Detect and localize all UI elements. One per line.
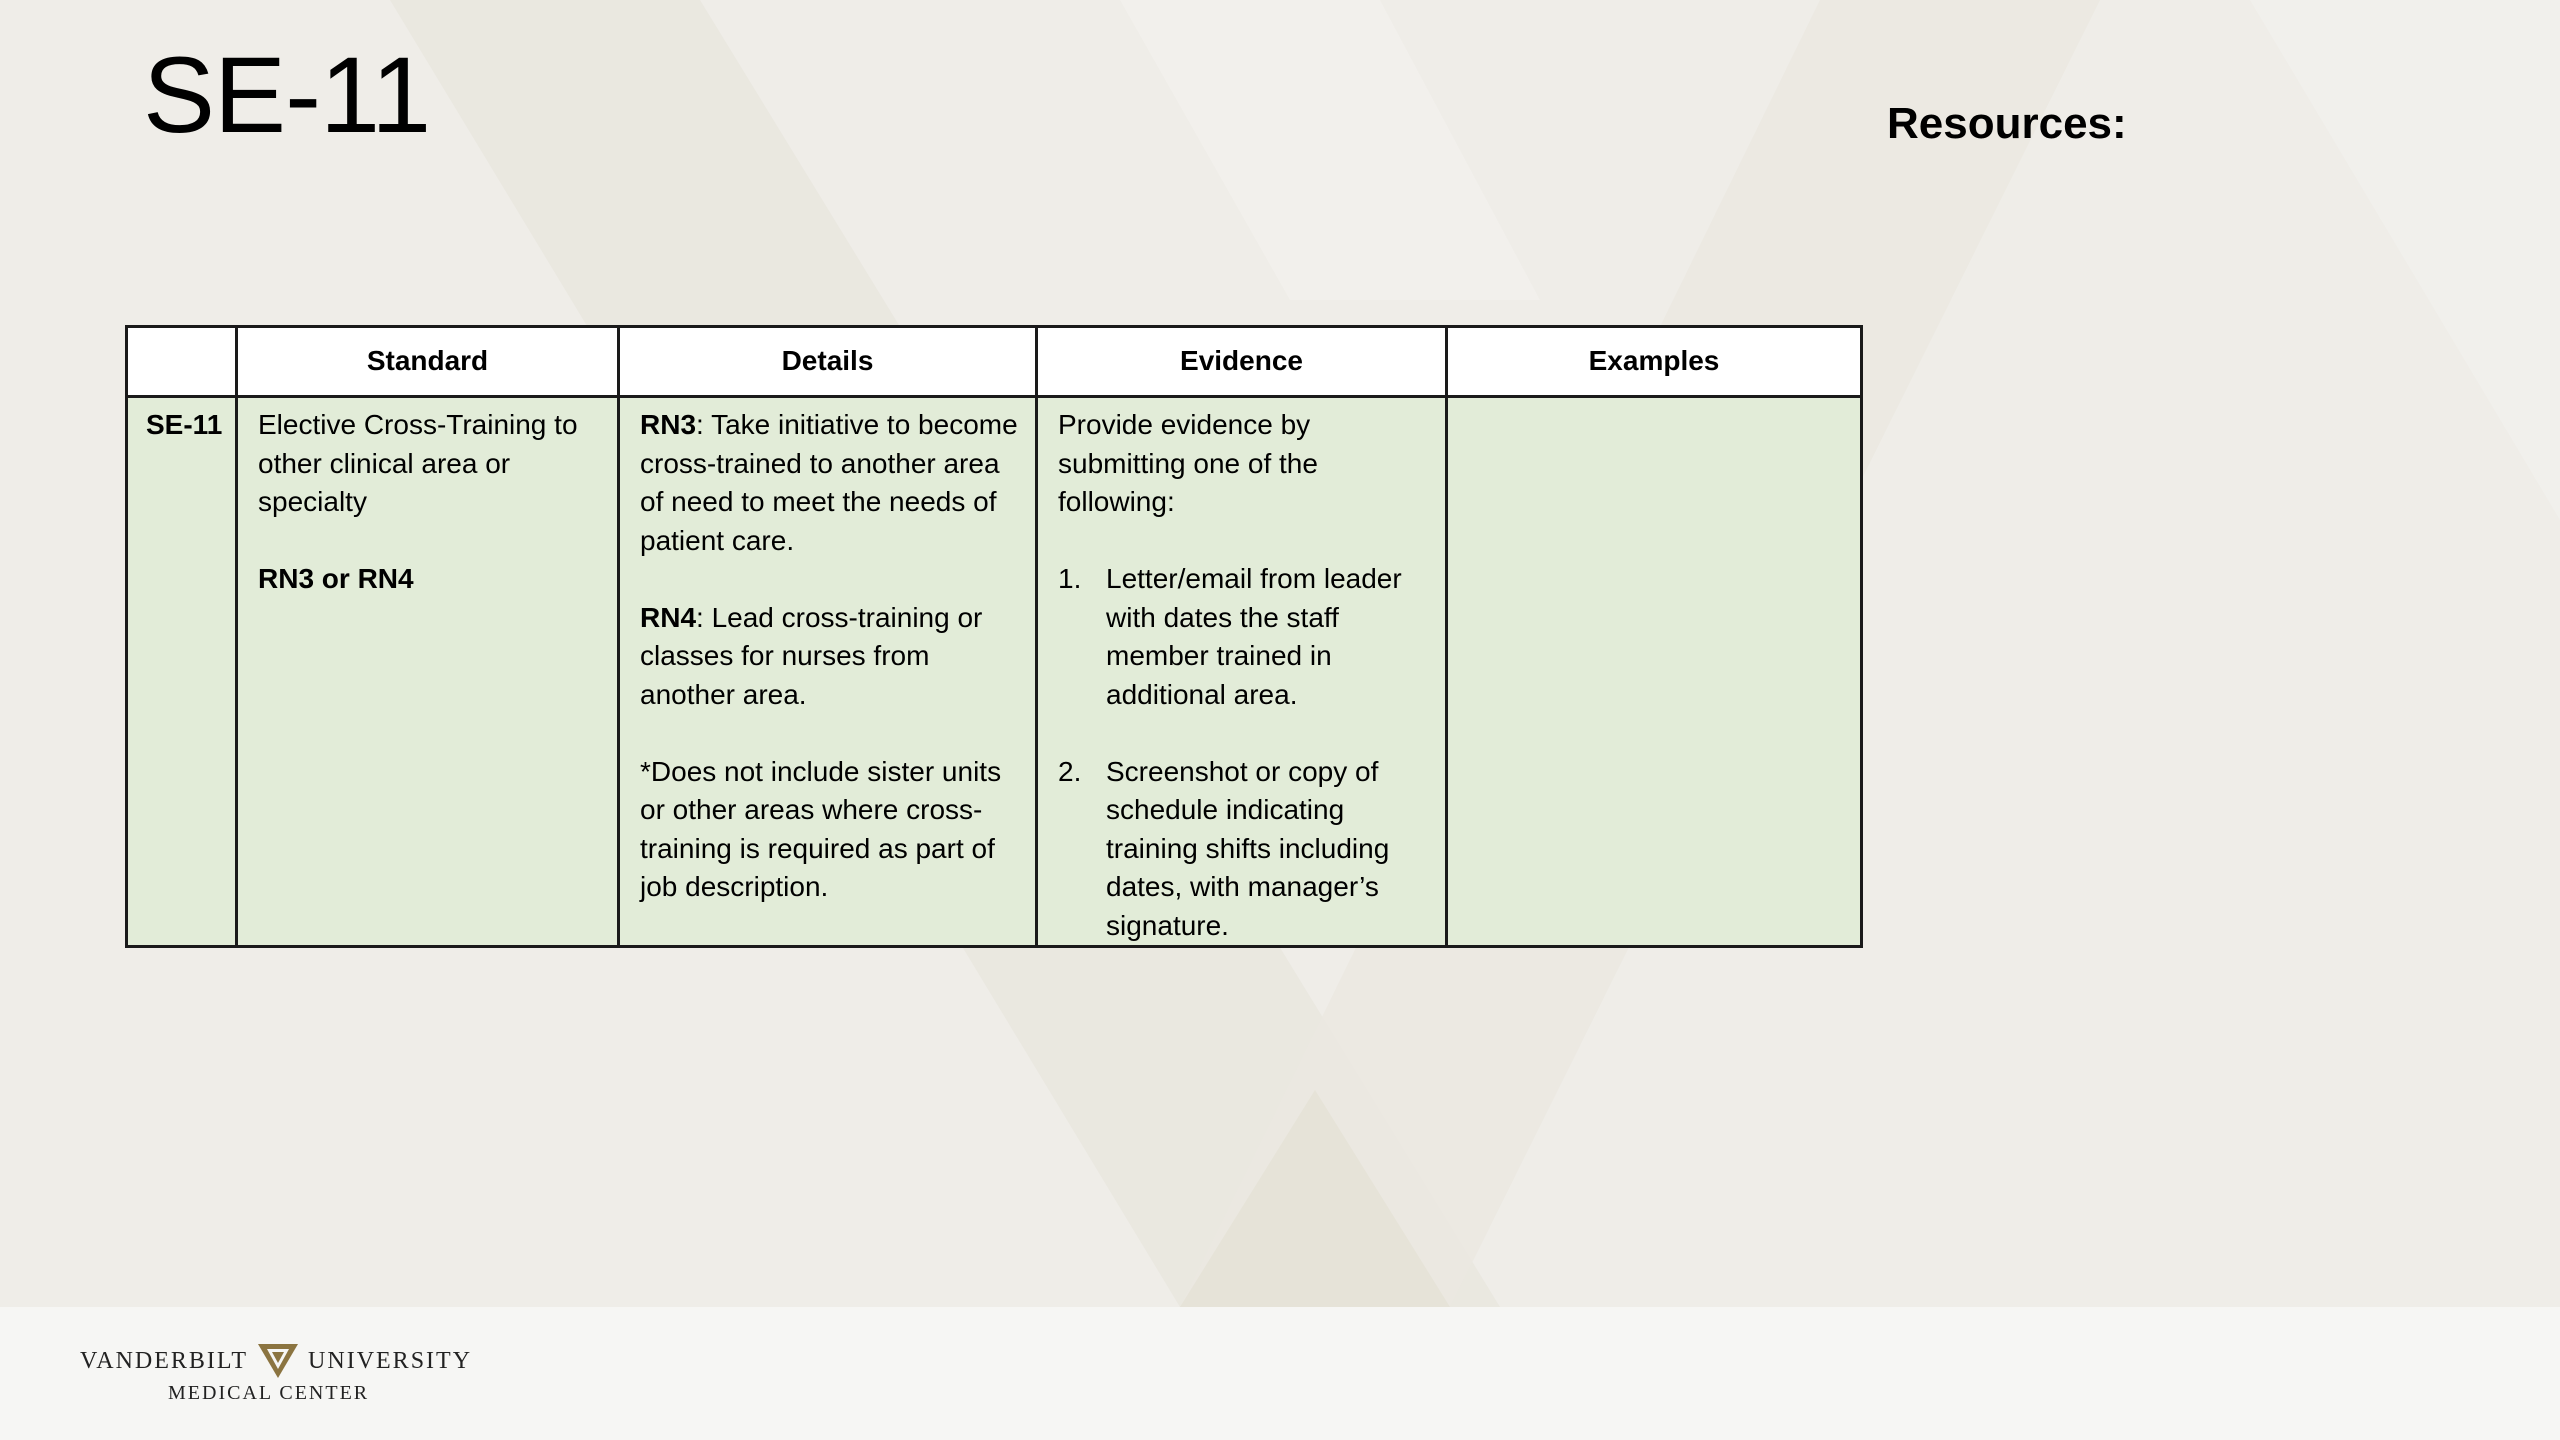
- table-header-row: [127, 327, 1862, 397]
- details-rn4: [640, 599, 1021, 715]
- logo-text-vanderbilt: VANDERBILT: [80, 1347, 249, 1374]
- standard-cell: [237, 397, 619, 947]
- details-cell: [619, 397, 1037, 947]
- details-note: *Does not include sister units or other areas where cross-training is required as part of job description.: [640, 755, 1002, 902]
- evidence-cell: [1037, 397, 1447, 947]
- standards-table: [125, 325, 1863, 948]
- standard-text: Elective Cross-Training to other clinical area or specialty: [258, 409, 578, 517]
- header-details: Details: [619, 327, 1037, 397]
- header-id: [127, 327, 237, 397]
- header-standard: Standard: [237, 327, 619, 397]
- list-item-number: 2.: [1058, 755, 1082, 787]
- list-item-text: Letter/email from leader with dates the staff member trained in additional area.: [1106, 563, 1402, 710]
- rn4-label: RN4: [640, 601, 697, 633]
- rn3-label: RN3: [640, 409, 697, 440]
- row-id-cell: SE-11: [127, 397, 237, 947]
- standard-levels: RN3 or RN4: [258, 563, 414, 594]
- resources-label: Resources:: [1887, 99, 2127, 148]
- logo-text-university: UNIVERSITY: [308, 1347, 473, 1374]
- header-evidence: Evidence: [1037, 327, 1447, 397]
- table-row: [127, 397, 1862, 947]
- slide-title: SE-11: [143, 34, 431, 155]
- evidence-intro: Provide evidence by submitting one of the following:: [1058, 409, 1318, 517]
- list-item-number: 1.: [1058, 563, 1082, 594]
- rn4-text: : Lead cross-training or classes for nurses from another area.: [640, 601, 983, 710]
- examples-cell: [1447, 397, 1862, 947]
- list-item: [1058, 753, 1431, 946]
- list-item: [1058, 560, 1431, 714]
- evidence-list: [1058, 560, 1431, 945]
- list-item-text: Screenshot or copy of schedule indicating training shifts including dates, with manager’s signature.: [1106, 755, 1390, 941]
- vanderbilt-logo: [80, 1328, 473, 1408]
- details-rn3: [640, 406, 1021, 560]
- logo-text-medical-center: MEDICAL CENTER: [168, 1382, 370, 1404]
- vanderbilt-v-oak-icon: [256, 1342, 300, 1380]
- header-examples: Examples: [1447, 327, 1862, 397]
- rn3-text: : Take initiative to become cross-trained to another area of need to meet the needs of patient care.: [640, 409, 1018, 556]
